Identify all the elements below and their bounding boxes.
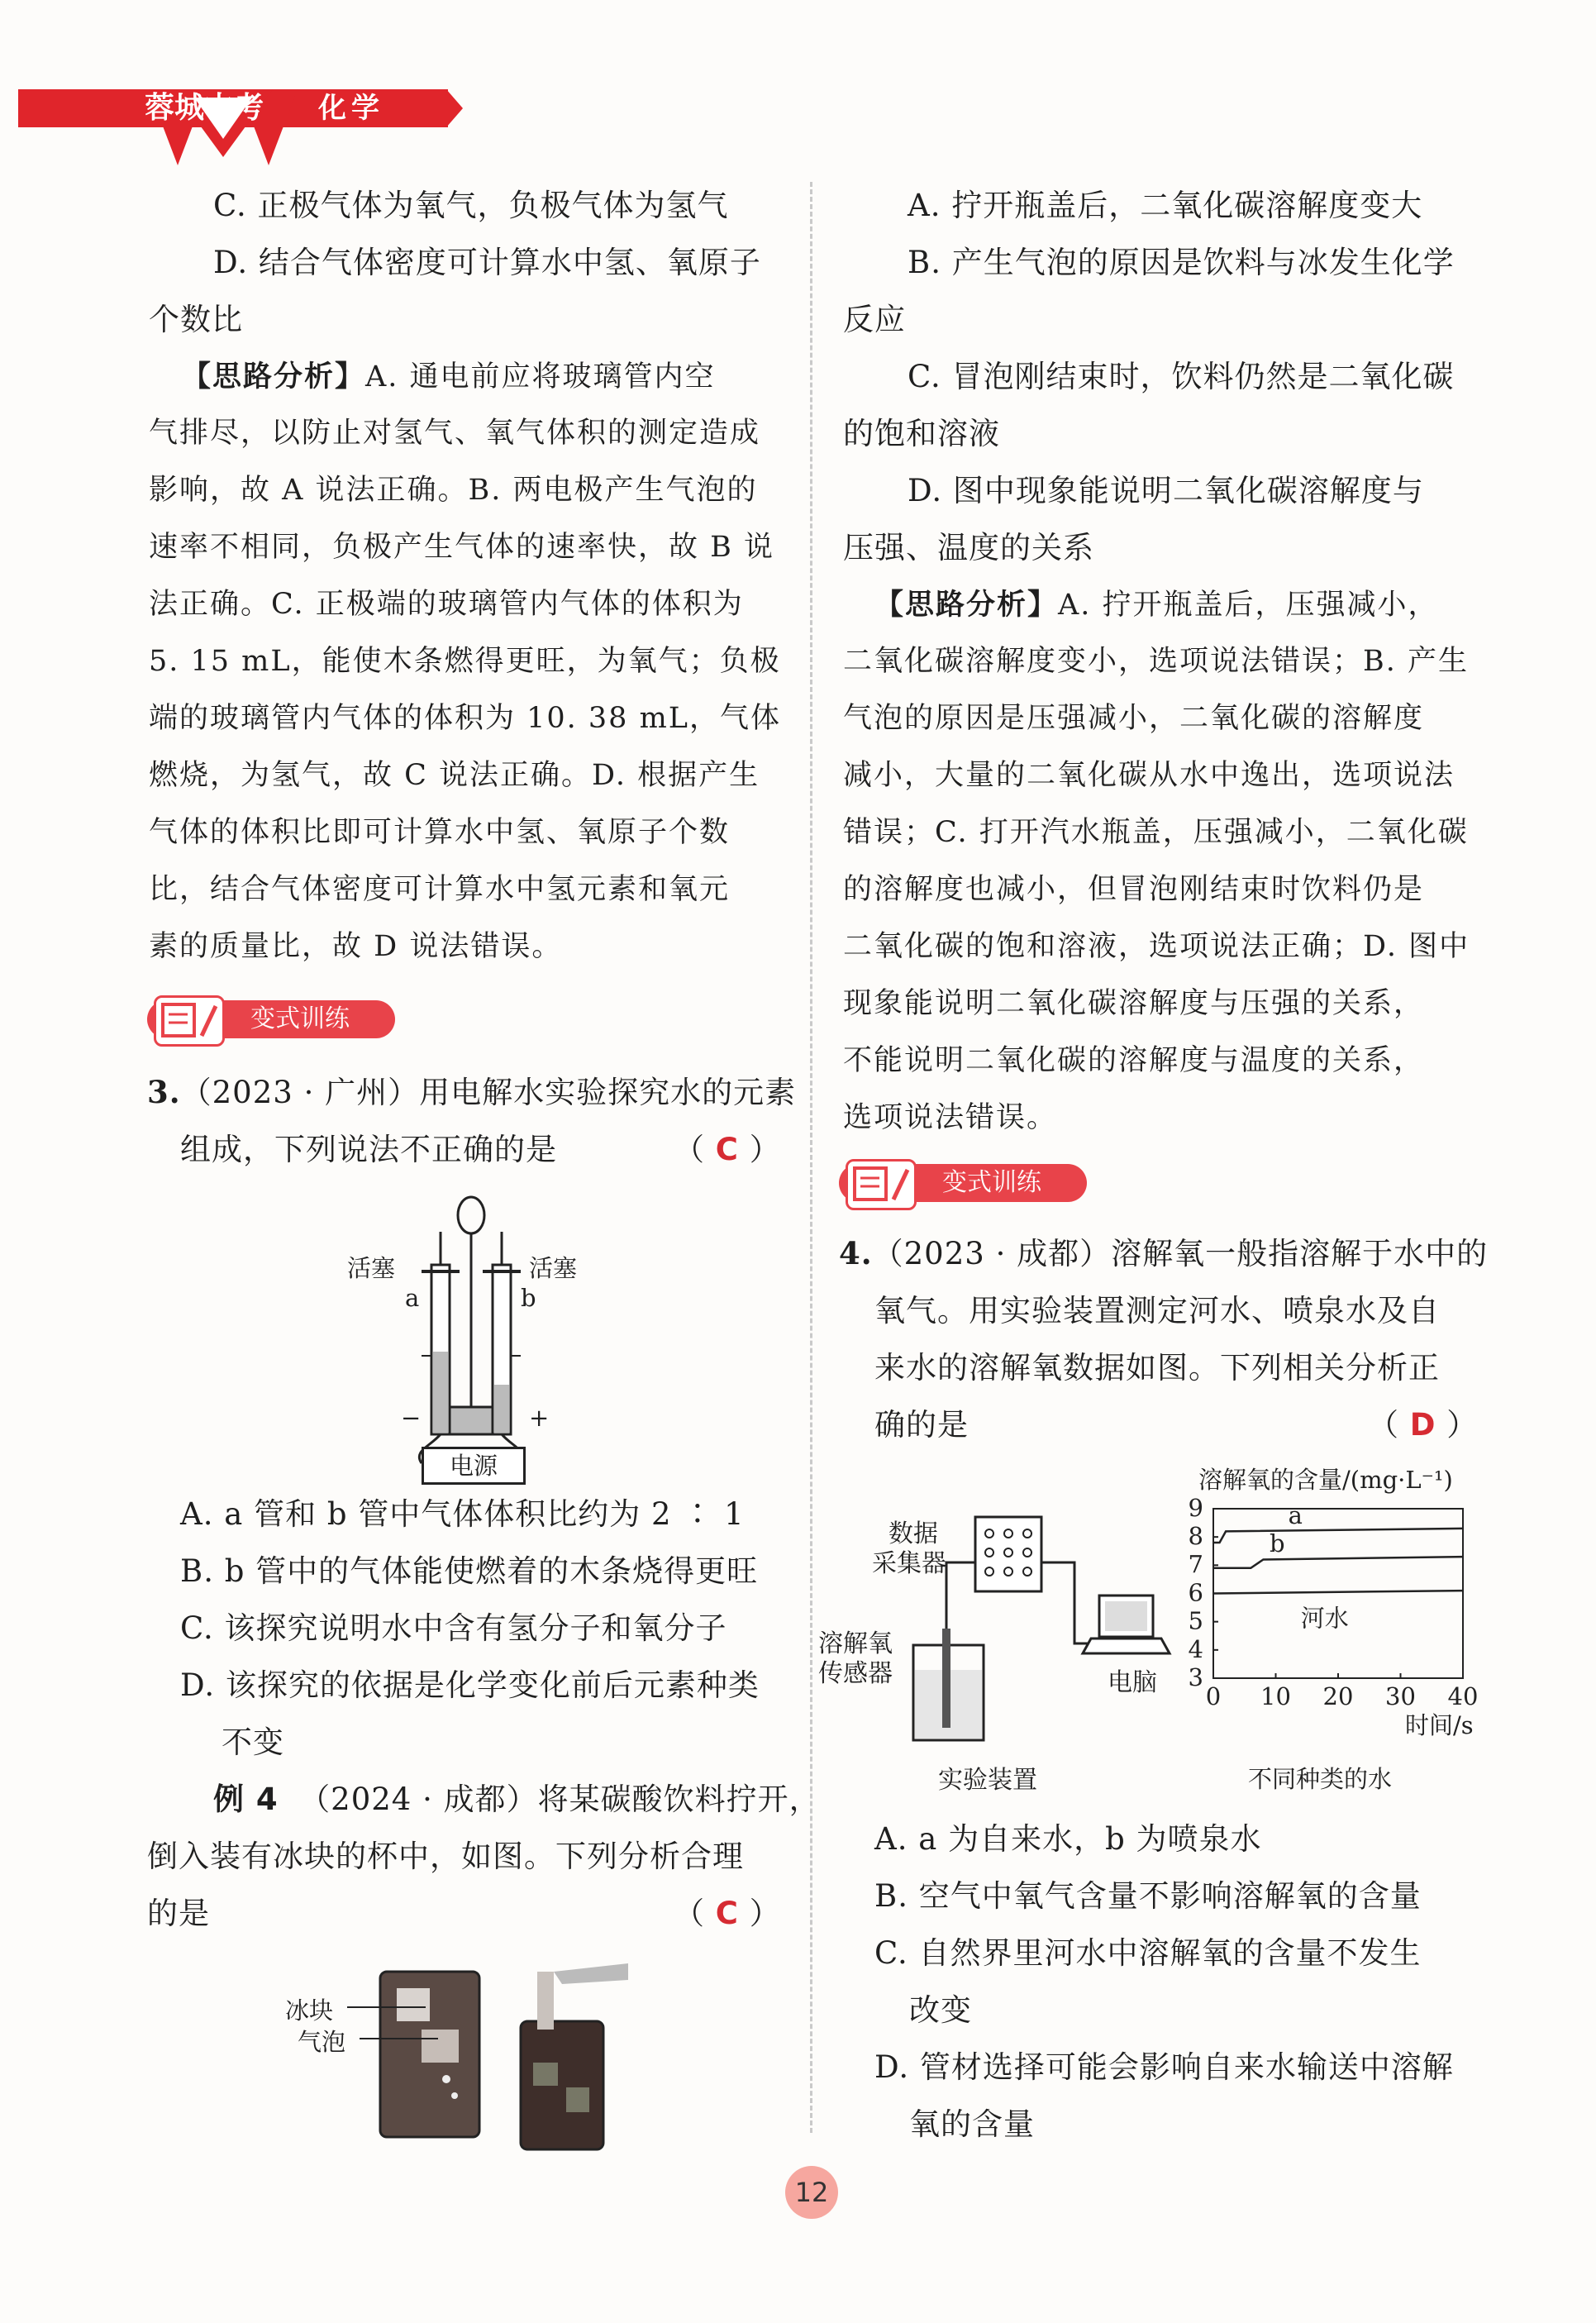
y-tick-label: 6	[1188, 1578, 1203, 1607]
example4-answer: C	[715, 1896, 739, 1931]
q3-number: 3.	[147, 1074, 181, 1110]
right-option-d: D. 图中现象能说明二氧化碳溶解度与	[908, 473, 1424, 508]
q4-number: 4.	[839, 1235, 873, 1271]
brand-logo: 蓉城中考	[145, 91, 264, 125]
right-option-b-line2: 反应	[843, 302, 906, 337]
example-label: 例 4	[213, 1782, 279, 1817]
tube-a-label: a	[405, 1284, 420, 1312]
tag-label: 变式训练	[942, 1168, 1041, 1197]
plus-sign: +	[529, 1404, 550, 1432]
tag-label: 变式训练	[250, 1004, 350, 1033]
header-arrow-icon	[413, 89, 463, 127]
soda-cup-photo	[364, 1963, 645, 2154]
right-option-c-line2: 的饱和溶液	[843, 416, 1000, 451]
q3-line1	[147, 1064, 796, 1121]
left-analysis-first-line	[182, 348, 716, 406]
right-option-b: B. 产生气泡的原因是饮料与冰发生化学	[908, 245, 1455, 280]
dissolved-oxygen-chart	[1174, 1488, 1488, 1744]
minus-sign: −	[401, 1404, 422, 1432]
column-divider	[810, 182, 812, 2133]
series-label: b	[1269, 1529, 1285, 1558]
paren-close: ）	[1446, 1407, 1479, 1443]
y-tick-label: 3	[1188, 1663, 1203, 1691]
series-line	[1213, 1529, 1463, 1543]
q4-line4: 确的是	[874, 1407, 969, 1443]
q4-option-c: C. 自然界里河水中溶解氧的含量不发生	[874, 1935, 1422, 1971]
right-analysis-line: 二氧化碳的饱和溶液，选项说法正确；D. 图中	[843, 930, 1470, 963]
left-option-c: C. 正极气体为氧气，负极气体为氢气	[213, 188, 729, 223]
paren-open: （	[1368, 1407, 1399, 1443]
q3-answer: C	[715, 1132, 739, 1167]
q3-line2: 组成，下列说法不正确的是	[180, 1132, 557, 1167]
y-tick-label: 8	[1188, 1522, 1203, 1551]
series-line	[1213, 1591, 1463, 1593]
left-analysis-line: 端的玻璃管内气体的体积为 10. 38 mL，气体	[149, 702, 782, 735]
tube-b-label: b	[521, 1284, 536, 1312]
q4-option-c-line2: 改变	[909, 1992, 972, 2028]
q4-answer: D	[1409, 1407, 1436, 1443]
analysis-label: 【思路分析】	[874, 588, 1059, 622]
example4-answer-bracket	[674, 1885, 781, 1942]
right-option-a: A. 拧开瓶盖后，二氧化碳溶解度变大	[908, 188, 1423, 223]
power-label: 电源	[449, 1452, 498, 1480]
valve-right-label: 活塞	[529, 1254, 578, 1282]
q3-option-a: A. a 管和 b 管中气体体积比约为 2 ∶ 1	[180, 1496, 745, 1532]
y-tick-label: 4	[1188, 1634, 1203, 1663]
computer-label: 电脑	[1108, 1668, 1157, 1697]
q4-option-b: B. 空气中氧气含量不影响溶解氧的含量	[874, 1878, 1422, 1914]
left-analysis-line: 影响，故 A 说法正确。B. 两电极产生气泡的	[149, 474, 758, 507]
q3-option-d-line2: 不变	[222, 1724, 284, 1760]
sensor-label-1: 溶解氧	[818, 1629, 893, 1658]
example-text: （2024 · 成都）将某碳酸饮料拧开，	[299, 1782, 821, 1817]
series-label: a	[1288, 1500, 1303, 1529]
example4-line1	[213, 1771, 821, 1828]
q4-option-d-line2: 氧的含量	[909, 2106, 1035, 2142]
x-tick-label: 20	[1322, 1682, 1354, 1710]
q4-option-a: A. a 为自来水，b 为喷泉水	[874, 1821, 1262, 1857]
left-analysis-line: 速率不相同，负极产生气体的速率快，故 B 说	[149, 531, 774, 564]
label-leader-lines	[347, 2001, 446, 2050]
example4-line3: 的是	[147, 1896, 210, 1931]
series-label: 河水	[1300, 1604, 1349, 1633]
q4-line3: 来水的溶解氧数据如图。下列相关分析正	[874, 1350, 1440, 1386]
q3-option-d: D. 该探究的依据是化学变化前后元素种类	[180, 1667, 760, 1703]
right-analysis-line: 现象能说明二氧化碳溶解度与压强的关系，	[843, 987, 1425, 1020]
q3-text: （2023 · 广州）用电解水实验探究水的元素	[180, 1075, 797, 1110]
q4-line2: 氧气。用实验装置测定河水、喷泉水及自	[874, 1293, 1440, 1328]
q4-line1	[839, 1225, 1488, 1282]
analysis-text: A. 通电前应将玻璃管内空	[365, 360, 716, 394]
x-tick-label: 0	[1205, 1682, 1222, 1710]
variant-training-tag	[147, 1000, 395, 1038]
paren-close: ）	[749, 1132, 781, 1167]
chart-xlabel: 时间/s	[1405, 1711, 1474, 1739]
y-tick-label: 5	[1188, 1606, 1203, 1635]
paren-open: （	[674, 1132, 705, 1167]
right-analysis-line: 减小，大量的二氧化碳从水中逸出，选项说法	[843, 759, 1455, 792]
bubble-label: 气泡	[298, 2028, 346, 2056]
left-analysis-line: 气排尽，以防止对氢气、氧气体积的测定造成	[149, 417, 761, 450]
right-option-c: C. 冒泡刚结束时，饮料仍然是二氧化碳	[908, 359, 1455, 394]
q4-option-d: D. 管材选择可能会影响自来水输送中溶解	[874, 2049, 1454, 2085]
subject-label: 化学	[318, 92, 384, 125]
left-analysis-line: 比，结合气体密度可计算水中氢元素和氧元	[149, 873, 731, 906]
ice-label: 冰块	[285, 1996, 334, 2025]
q3-option-b: B. b 管中的气体能使燃着的木条烧得更旺	[180, 1553, 759, 1589]
left-analysis-line: 气体的体积比即可计算水中氢、氧原子个数	[149, 816, 731, 849]
power-box	[422, 1447, 526, 1485]
right-analysis-first-line	[874, 576, 1439, 634]
x-tick-label: 30	[1385, 1682, 1416, 1710]
collector-label-2: 采集器	[872, 1549, 946, 1578]
left-option-d-line2: 个数比	[149, 302, 243, 337]
right-analysis-line: 不能说明二氧化碳的溶解度与温度的关系，	[843, 1044, 1425, 1077]
x-tick-label: 10	[1260, 1682, 1291, 1710]
q4-answer-bracket	[1368, 1396, 1478, 1453]
right-analysis-line: 的溶解度也减小，但冒泡刚结束时饮料仍是	[843, 873, 1425, 906]
paren-close: ）	[749, 1896, 781, 1931]
x-tick-label: 40	[1447, 1682, 1479, 1710]
q3-option-c: C. 该探究说明水中含有氢分子和氧分子	[180, 1610, 727, 1646]
y-tick-label: 9	[1188, 1494, 1203, 1522]
right-analysis-line: 二氧化碳溶解度变小，选项说法错误；B. 产生	[843, 645, 1469, 678]
example4-line2: 倒入装有冰块的杯中，如图。下列分析合理	[147, 1839, 744, 1874]
collector-label-1: 数据	[889, 1519, 938, 1548]
q3-answer-bracket	[674, 1121, 781, 1178]
left-analysis-line: 燃烧，为氢气，故 C 说法正确。D. 根据产生	[149, 759, 760, 792]
q4-text: （2023 · 成都）溶解氧一般指溶解于水中的	[872, 1236, 1489, 1271]
left-analysis-line: 法正确。C. 正极端的玻璃管内气体的体积为	[149, 588, 744, 621]
notebook-icon	[846, 1159, 917, 1210]
paren-open: （	[674, 1896, 705, 1931]
y-tick-label: 7	[1188, 1550, 1203, 1579]
notebook-icon	[154, 995, 225, 1047]
right-analysis-line: 错误；C. 打开汽水瓶盖，压强减小，二氧化碳	[843, 816, 1469, 849]
series-line	[1213, 1557, 1463, 1568]
left-option-d-line1: D. 结合气体密度可计算水中氢、氧原子	[213, 245, 761, 280]
page-number: 12	[785, 2166, 838, 2219]
analysis-text: A. 拧开瓶盖后，压强减小，	[1058, 589, 1439, 622]
chart-caption: 不同种类的水	[1248, 1765, 1393, 1793]
analysis-label: 【思路分析】	[182, 360, 366, 394]
apparatus-caption: 实验装置	[938, 1766, 1037, 1795]
valve-left-label: 活塞	[347, 1254, 396, 1282]
chart-title: 溶解氧的含量/(mg·L⁻¹)	[1198, 1466, 1453, 1494]
right-analysis-line: 气泡的原因是压强减小，二氧化碳的溶解度	[843, 702, 1425, 735]
right-analysis-line: 选项说法错误。	[843, 1101, 1058, 1134]
left-analysis-line: 素的质量比，故 D 说法错误。	[149, 930, 563, 963]
electrolysis-diagram	[339, 1190, 653, 1472]
variant-training-tag	[839, 1164, 1087, 1202]
left-analysis-line: 5. 15 mL，能使木条燃得更旺，为氧气；负极	[149, 645, 781, 678]
sensor-label-2: 传感器	[818, 1659, 893, 1688]
right-option-d-line2: 压强、温度的关系	[843, 530, 1094, 565]
